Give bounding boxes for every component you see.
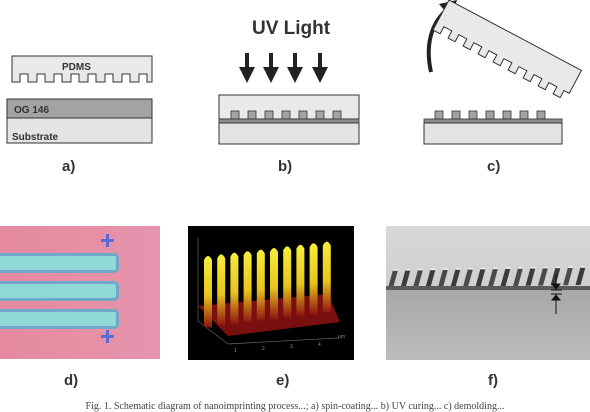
svg-text:1: 1 xyxy=(234,348,237,354)
waveguide-stripe xyxy=(0,309,119,329)
optical-micrograph xyxy=(0,226,160,359)
uv-arrow-icon xyxy=(239,53,255,83)
og146-label: OG 146 xyxy=(14,105,50,116)
alignment-mark-icon xyxy=(101,330,114,343)
afm-ridge xyxy=(296,245,304,317)
panel-b-diagram xyxy=(205,45,375,155)
uv-arrows xyxy=(239,53,328,83)
svg-text:2: 2 xyxy=(262,346,265,352)
afm-3d-image xyxy=(188,226,354,360)
uv-arrow-icon xyxy=(287,53,303,83)
uv-arrow-icon xyxy=(312,53,328,83)
figure-caption: Fig. 1. Schematic diagram of nanoimprinting process...; a) spin-coating... b) UV curing... c) demolding... xyxy=(85,401,505,412)
uv-arrow-icon xyxy=(263,53,279,83)
afm-ridge xyxy=(257,250,265,322)
panel-c-diagram xyxy=(405,0,590,160)
afm-ridge xyxy=(310,243,318,315)
imprinted-structures xyxy=(435,111,545,119)
afm-ridge xyxy=(323,242,331,314)
tilted-stamp xyxy=(433,0,581,100)
waveguide-stripe xyxy=(0,281,119,301)
afm-ridge xyxy=(244,251,252,323)
afm-ridge xyxy=(283,246,291,318)
sem-residual-layer xyxy=(386,286,590,290)
afm-axis-unit: μm xyxy=(338,334,346,340)
afm-ridge xyxy=(270,248,278,320)
sem-image xyxy=(386,226,590,360)
afm-ridge xyxy=(217,254,225,326)
afm-ridge xyxy=(230,253,238,325)
substrate-label: Substrate xyxy=(12,132,59,143)
afm-ridge xyxy=(204,256,212,328)
waveguide-stripe xyxy=(0,253,119,273)
residual-layer xyxy=(424,119,562,123)
panel-a-caption: a) xyxy=(62,158,76,175)
resin-layer xyxy=(219,119,359,123)
panel-a-diagram xyxy=(0,0,170,160)
panel-e-caption: e) xyxy=(276,372,290,389)
substrate-layer-c xyxy=(424,123,562,144)
substrate-layer-b xyxy=(219,123,359,144)
panel-b-caption: b) xyxy=(278,158,293,175)
panel-d-caption: d) xyxy=(64,372,79,389)
pdms-label: PDMS xyxy=(62,62,91,73)
alignment-mark-icon xyxy=(101,234,114,247)
panel-c-caption: c) xyxy=(487,158,501,175)
svg-text:4: 4 xyxy=(318,342,321,348)
svg-text:3: 3 xyxy=(290,344,293,350)
uv-light-label: UV Light xyxy=(252,18,331,39)
panel-f-caption: f) xyxy=(488,372,498,389)
